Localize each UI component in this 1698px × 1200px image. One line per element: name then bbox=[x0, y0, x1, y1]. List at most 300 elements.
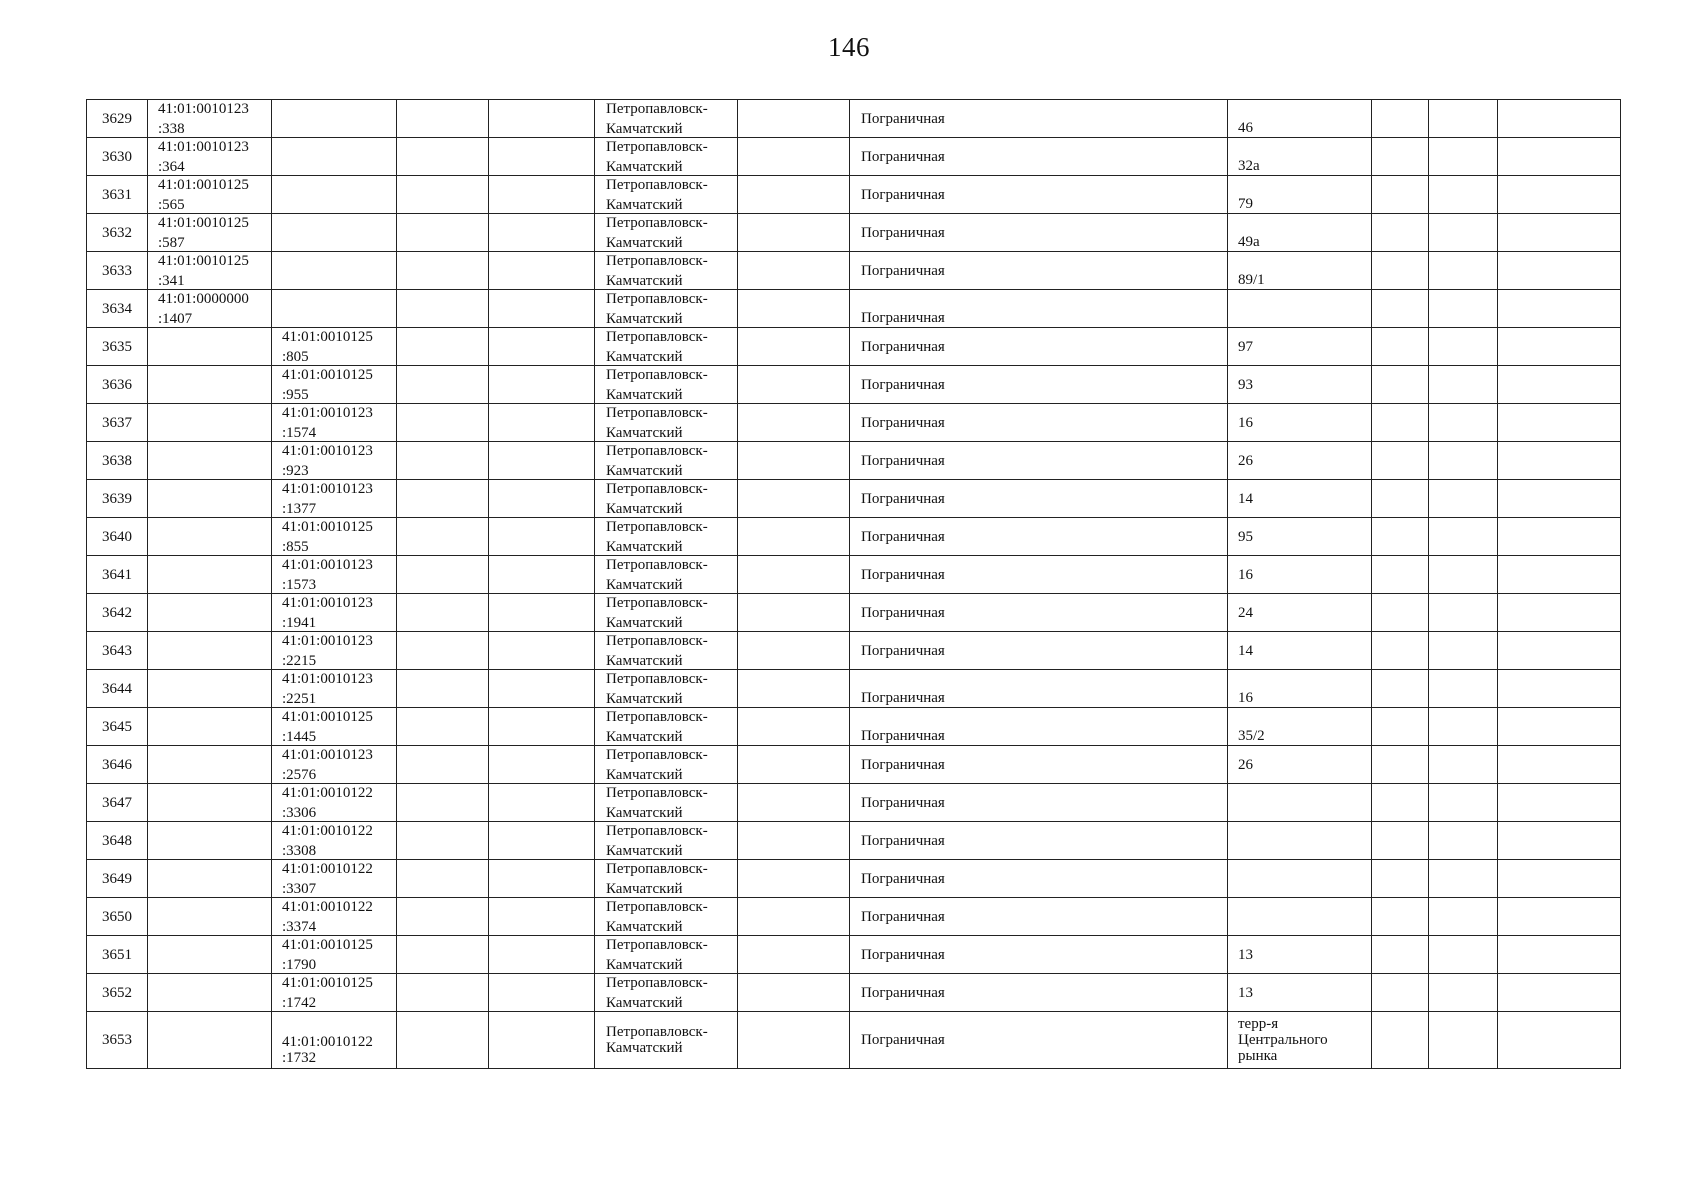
house-number: 13 bbox=[1238, 946, 1253, 963]
row-number-cell: 3648 bbox=[87, 822, 148, 860]
empty-cell bbox=[1498, 974, 1621, 1012]
cadastral-number-cell bbox=[148, 556, 272, 594]
empty-cell bbox=[1429, 556, 1498, 594]
cadastral-number-cell bbox=[272, 974, 397, 1012]
street-cell bbox=[850, 138, 1228, 176]
empty-cell bbox=[1429, 328, 1498, 366]
city-name-part: Камчатский bbox=[606, 424, 683, 441]
table-row bbox=[87, 632, 1621, 670]
cadastral-number-part: 41:01:0010123 bbox=[158, 100, 249, 117]
empty-cell bbox=[1372, 176, 1429, 214]
table-row bbox=[87, 214, 1621, 252]
city-name-part: Петропавловск- bbox=[606, 746, 708, 763]
city-name bbox=[606, 329, 737, 365]
table-row bbox=[87, 328, 1621, 366]
city-name-part: Камчатский bbox=[606, 462, 683, 479]
empty-cell bbox=[397, 518, 489, 556]
street-name: Пограничная bbox=[861, 727, 945, 744]
registry-table bbox=[86, 99, 1621, 1069]
empty-cell bbox=[489, 328, 595, 366]
empty-cell bbox=[489, 936, 595, 974]
row-number-cell: 3632 bbox=[87, 214, 148, 252]
house-number: 14 bbox=[1238, 490, 1253, 507]
city-cell bbox=[595, 670, 738, 708]
house-number: 35/2 bbox=[1238, 727, 1265, 744]
cadastral-number bbox=[282, 747, 396, 783]
city-cell bbox=[595, 138, 738, 176]
empty-cell bbox=[397, 1012, 489, 1069]
row-number-cell: 3651 bbox=[87, 936, 148, 974]
cadastral-number bbox=[158, 253, 271, 289]
cadastral-number-part: 41:01:0010125 bbox=[282, 328, 373, 345]
row-number-cell: 3646 bbox=[87, 746, 148, 784]
empty-cell bbox=[1498, 100, 1621, 138]
street-cell bbox=[850, 480, 1228, 518]
empty-cell bbox=[1429, 518, 1498, 556]
cadastral-number-cell bbox=[148, 1012, 272, 1069]
street-name: Пограничная bbox=[861, 376, 945, 393]
city-cell bbox=[595, 860, 738, 898]
cadastral-number bbox=[282, 595, 396, 631]
empty-cell bbox=[1429, 632, 1498, 670]
empty-cell bbox=[1372, 214, 1429, 252]
empty-cell bbox=[397, 936, 489, 974]
cadastral-number-cell bbox=[148, 328, 272, 366]
city-name-part: Петропавловск- bbox=[606, 100, 708, 117]
city-name bbox=[606, 557, 737, 593]
cadastral-number-part: 41:01:0010125 bbox=[158, 214, 249, 231]
city-name-part: Петропавловск- bbox=[606, 290, 708, 307]
city-cell bbox=[595, 252, 738, 290]
city-name-part: Петропавловск- bbox=[606, 708, 708, 725]
empty-cell bbox=[1429, 404, 1498, 442]
cadastral-number-part: 41:01:0000000 bbox=[158, 290, 249, 307]
empty-cell bbox=[1429, 442, 1498, 480]
cadastral-number-cell bbox=[148, 898, 272, 936]
empty-cell bbox=[489, 366, 595, 404]
row-number-cell: 3653 bbox=[87, 1012, 148, 1069]
city-cell bbox=[595, 632, 738, 670]
empty-cell bbox=[738, 860, 850, 898]
table-row bbox=[87, 366, 1621, 404]
table-row bbox=[87, 708, 1621, 746]
table-row bbox=[87, 480, 1621, 518]
empty-cell bbox=[397, 290, 489, 328]
empty-cell bbox=[1372, 974, 1429, 1012]
empty-cell bbox=[397, 594, 489, 632]
house-number: 24 bbox=[1238, 604, 1253, 621]
city-name-part: Петропавловск- bbox=[606, 404, 708, 421]
cadastral-number bbox=[282, 481, 396, 517]
city-name-part: Камчатский bbox=[606, 614, 683, 631]
empty-cell bbox=[489, 556, 595, 594]
empty-cell bbox=[489, 746, 595, 784]
empty-cell bbox=[489, 974, 595, 1012]
street-cell bbox=[850, 594, 1228, 632]
empty-cell bbox=[489, 518, 595, 556]
street-cell bbox=[850, 100, 1228, 138]
cadastral-number-cell bbox=[272, 670, 397, 708]
cadastral-number-cell bbox=[148, 708, 272, 746]
city-name-part: Петропавловск- bbox=[606, 176, 708, 193]
empty-cell bbox=[1498, 366, 1621, 404]
empty-cell bbox=[397, 670, 489, 708]
house-cell bbox=[1228, 974, 1372, 1012]
street-cell bbox=[850, 746, 1228, 784]
street-cell bbox=[850, 252, 1228, 290]
city-cell bbox=[595, 746, 738, 784]
empty-cell bbox=[1429, 480, 1498, 518]
street-cell bbox=[850, 974, 1228, 1012]
empty-cell bbox=[489, 1012, 595, 1069]
city-name-part: Петропавловск- bbox=[606, 1024, 708, 1040]
table-row bbox=[87, 518, 1621, 556]
city-name bbox=[606, 709, 737, 745]
cadastral-number-cell bbox=[148, 100, 272, 138]
table-row bbox=[87, 822, 1621, 860]
house-number: 16 bbox=[1238, 566, 1253, 583]
empty-cell bbox=[738, 138, 850, 176]
cadastral-number-part: :2576 bbox=[282, 766, 317, 783]
table-row bbox=[87, 290, 1621, 328]
street-cell bbox=[850, 214, 1228, 252]
house-number: 89/1 bbox=[1238, 271, 1265, 288]
house-cell bbox=[1228, 442, 1372, 480]
cadastral-number bbox=[158, 177, 271, 213]
empty-cell bbox=[1498, 898, 1621, 936]
street-cell bbox=[850, 898, 1228, 936]
city-name-part: Камчатский bbox=[606, 348, 683, 365]
empty-cell bbox=[738, 480, 850, 518]
city-name bbox=[606, 861, 737, 897]
house-number: 13 bbox=[1238, 984, 1253, 1001]
street-name: Пограничная bbox=[861, 689, 945, 706]
empty-cell bbox=[1372, 594, 1429, 632]
cadastral-number bbox=[282, 671, 396, 707]
house-cell bbox=[1228, 1012, 1372, 1069]
house-number: 26 bbox=[1238, 756, 1253, 773]
cadastral-number-part: 41:01:0010125 bbox=[282, 366, 373, 383]
city-name-part: Камчатский bbox=[606, 652, 683, 669]
house-cell bbox=[1228, 936, 1372, 974]
house-cell bbox=[1228, 556, 1372, 594]
city-name-part: Петропавловск- bbox=[606, 518, 708, 535]
cadastral-number-part: :855 bbox=[282, 538, 309, 555]
street-name: Пограничная bbox=[861, 870, 945, 887]
cadastral-number-cell bbox=[272, 480, 397, 518]
table-row bbox=[87, 974, 1621, 1012]
row-number-cell: 3642 bbox=[87, 594, 148, 632]
street-cell bbox=[850, 822, 1228, 860]
empty-cell bbox=[738, 594, 850, 632]
row-number-cell: 3635 bbox=[87, 328, 148, 366]
street-cell bbox=[850, 518, 1228, 556]
city-name bbox=[606, 595, 737, 631]
city-name-part: Петропавловск- bbox=[606, 556, 708, 573]
cadastral-number-part: 41:01:0010125 bbox=[282, 708, 373, 725]
cadastral-number bbox=[282, 975, 396, 1011]
cadastral-number-cell bbox=[148, 632, 272, 670]
table-row bbox=[87, 784, 1621, 822]
empty-cell bbox=[738, 518, 850, 556]
city-name-part: Петропавловск- bbox=[606, 670, 708, 687]
house-cell bbox=[1228, 138, 1372, 176]
street-cell bbox=[850, 556, 1228, 594]
table-row bbox=[87, 556, 1621, 594]
cadastral-number-cell bbox=[148, 176, 272, 214]
cadastral-number bbox=[282, 329, 396, 365]
empty-cell bbox=[489, 252, 595, 290]
street-cell bbox=[850, 670, 1228, 708]
empty-cell bbox=[1372, 860, 1429, 898]
empty-cell bbox=[1429, 138, 1498, 176]
cadastral-number-cell bbox=[148, 138, 272, 176]
cadastral-number-part: :1407 bbox=[158, 310, 193, 327]
empty-cell bbox=[738, 822, 850, 860]
city-name-part: Камчатский bbox=[606, 310, 683, 327]
city-name-part: Петропавловск- bbox=[606, 328, 708, 345]
empty-cell bbox=[1429, 252, 1498, 290]
cadastral-number-cell bbox=[272, 860, 397, 898]
empty-cell bbox=[1498, 214, 1621, 252]
street-name: Пограничная bbox=[861, 908, 945, 925]
empty-cell bbox=[1498, 784, 1621, 822]
house-cell bbox=[1228, 822, 1372, 860]
street-name: Пограничная bbox=[861, 338, 945, 355]
house-number: 95 bbox=[1238, 528, 1253, 545]
empty-cell bbox=[397, 480, 489, 518]
cadastral-number-cell bbox=[272, 898, 397, 936]
empty-cell bbox=[738, 556, 850, 594]
cadastral-number-part: 41:01:0010123 bbox=[158, 138, 249, 155]
cadastral-number-part: :1790 bbox=[282, 956, 317, 973]
cadastral-number-cell bbox=[148, 252, 272, 290]
city-name-part: Петропавловск- bbox=[606, 936, 708, 953]
cadastral-number-part: :341 bbox=[158, 272, 185, 289]
house-cell bbox=[1228, 708, 1372, 746]
empty-cell bbox=[397, 822, 489, 860]
city-name-part: Камчатский bbox=[606, 766, 683, 783]
city-name bbox=[606, 747, 737, 783]
city-name-part: Камчатский bbox=[606, 994, 683, 1011]
cadastral-number-part: :3307 bbox=[282, 880, 317, 897]
empty-cell bbox=[1429, 860, 1498, 898]
cadastral-number bbox=[282, 405, 396, 441]
cadastral-number bbox=[282, 899, 396, 935]
cadastral-number bbox=[282, 519, 396, 555]
street-name: Пограничная bbox=[861, 946, 945, 963]
empty-cell bbox=[1498, 480, 1621, 518]
cadastral-number bbox=[282, 367, 396, 403]
cadastral-number-part: 41:01:0010123 bbox=[282, 746, 373, 763]
city-name-part: Камчатский bbox=[606, 690, 683, 707]
city-name-part: Камчатский bbox=[606, 804, 683, 821]
empty-cell bbox=[397, 974, 489, 1012]
cadastral-number-part: 41:01:0010122 bbox=[282, 784, 373, 801]
cadastral-number-cell bbox=[272, 404, 397, 442]
house-cell bbox=[1228, 290, 1372, 328]
cadastral-number-cell bbox=[148, 480, 272, 518]
empty-cell bbox=[1498, 1012, 1621, 1069]
house-cell bbox=[1228, 100, 1372, 138]
cadastral-number-cell bbox=[272, 784, 397, 822]
empty-cell bbox=[397, 138, 489, 176]
city-cell bbox=[595, 404, 738, 442]
empty-cell bbox=[489, 860, 595, 898]
cadastral-number-cell bbox=[148, 822, 272, 860]
city-cell bbox=[595, 214, 738, 252]
table-row bbox=[87, 936, 1621, 974]
street-cell bbox=[850, 1012, 1228, 1069]
empty-cell bbox=[738, 252, 850, 290]
street-name: Пограничная bbox=[861, 490, 945, 507]
empty-cell bbox=[1498, 746, 1621, 784]
street-name: Пограничная bbox=[861, 148, 945, 165]
street-name: Пограничная bbox=[861, 528, 945, 545]
street-name: Пограничная bbox=[861, 452, 945, 469]
empty-cell bbox=[489, 442, 595, 480]
city-name bbox=[606, 1013, 737, 1067]
city-name-part: Камчатский bbox=[606, 386, 683, 403]
city-cell bbox=[595, 974, 738, 1012]
city-name-part: Петропавловск- bbox=[606, 784, 708, 801]
cadastral-number-cell bbox=[148, 860, 272, 898]
empty-cell bbox=[738, 1012, 850, 1069]
cadastral-number-part: :3374 bbox=[282, 918, 317, 935]
cadastral-number-cell bbox=[148, 366, 272, 404]
empty-cell bbox=[1429, 176, 1498, 214]
cadastral-number-part: :2215 bbox=[282, 652, 317, 669]
row-number-cell: 3638 bbox=[87, 442, 148, 480]
empty-cell bbox=[738, 708, 850, 746]
row-number-cell: 3643 bbox=[87, 632, 148, 670]
city-name-part: Петропавловск- bbox=[606, 214, 708, 231]
empty-cell bbox=[397, 708, 489, 746]
empty-cell bbox=[738, 290, 850, 328]
table-row bbox=[87, 176, 1621, 214]
city-name bbox=[606, 405, 737, 441]
cadastral-number-part: :1445 bbox=[282, 728, 317, 745]
street-cell bbox=[850, 708, 1228, 746]
empty-cell bbox=[738, 632, 850, 670]
empty-cell bbox=[738, 974, 850, 1012]
cadastral-number-cell bbox=[272, 518, 397, 556]
house-number: 16 bbox=[1238, 414, 1253, 431]
city-cell bbox=[595, 822, 738, 860]
cadastral-number-part: :364 bbox=[158, 158, 185, 175]
cadastral-number-part: 41:01:0010125 bbox=[282, 936, 373, 953]
street-cell bbox=[850, 176, 1228, 214]
empty-cell bbox=[489, 632, 595, 670]
city-cell bbox=[595, 708, 738, 746]
empty-cell bbox=[1498, 632, 1621, 670]
cadastral-number bbox=[158, 139, 271, 175]
empty-cell bbox=[1498, 328, 1621, 366]
cadastral-number-part: :1573 bbox=[282, 576, 317, 593]
cadastral-number bbox=[158, 215, 271, 251]
house-number: 49а bbox=[1238, 233, 1260, 250]
empty-cell bbox=[489, 822, 595, 860]
cadastral-number-part: 41:01:0010123 bbox=[282, 556, 373, 573]
row-number-cell: 3644 bbox=[87, 670, 148, 708]
cadastral-number-cell bbox=[272, 746, 397, 784]
city-cell bbox=[595, 366, 738, 404]
street-name: Пограничная bbox=[861, 186, 945, 203]
city-name bbox=[606, 443, 737, 479]
street-name: Пограничная bbox=[861, 642, 945, 659]
house-number: 97 bbox=[1238, 338, 1253, 355]
empty-cell bbox=[1372, 328, 1429, 366]
city-name bbox=[606, 481, 737, 517]
house-cell bbox=[1228, 860, 1372, 898]
city-name bbox=[606, 101, 737, 137]
city-name bbox=[606, 291, 737, 327]
empty-cell bbox=[738, 366, 850, 404]
street-cell bbox=[850, 404, 1228, 442]
street-name: Пограничная bbox=[861, 110, 945, 127]
page-number: 146 bbox=[828, 32, 870, 62]
cadastral-number-cell bbox=[272, 252, 397, 290]
cadastral-number bbox=[282, 633, 396, 669]
street-name: Пограничная bbox=[861, 566, 945, 583]
registry-table-body bbox=[87, 100, 1621, 1069]
city-name-part: Камчатский bbox=[606, 728, 683, 745]
cadastral-number-cell bbox=[148, 442, 272, 480]
empty-cell bbox=[1372, 898, 1429, 936]
cadastral-number-part: :1574 bbox=[282, 424, 317, 441]
city-cell bbox=[595, 556, 738, 594]
empty-cell bbox=[397, 176, 489, 214]
empty-cell bbox=[1372, 366, 1429, 404]
empty-cell bbox=[489, 214, 595, 252]
city-name-part: Камчатский bbox=[606, 880, 683, 897]
empty-cell bbox=[1429, 784, 1498, 822]
empty-cell bbox=[1429, 100, 1498, 138]
house-cell bbox=[1228, 252, 1372, 290]
city-name bbox=[606, 367, 737, 403]
empty-cell bbox=[489, 176, 595, 214]
city-name bbox=[606, 823, 737, 859]
cadastral-number-cell bbox=[272, 632, 397, 670]
empty-cell bbox=[1372, 518, 1429, 556]
cadastral-number-cell bbox=[272, 100, 397, 138]
city-name-part: Петропавловск- bbox=[606, 252, 708, 269]
street-cell bbox=[850, 632, 1228, 670]
cadastral-number-cell bbox=[272, 708, 397, 746]
house-number: 93 bbox=[1238, 376, 1253, 393]
city-name-part: Петропавловск- bbox=[606, 480, 708, 497]
cadastral-number-part: :2251 bbox=[282, 690, 317, 707]
empty-cell bbox=[489, 594, 595, 632]
city-cell bbox=[595, 176, 738, 214]
house-cell bbox=[1228, 784, 1372, 822]
cadastral-number-part: 41:01:0010123 bbox=[282, 632, 373, 649]
house-cell bbox=[1228, 366, 1372, 404]
cadastral-number bbox=[158, 101, 271, 137]
house-cell bbox=[1228, 480, 1372, 518]
cadastral-number-part: 41:01:0010123 bbox=[282, 442, 373, 459]
empty-cell bbox=[397, 366, 489, 404]
city-cell bbox=[595, 442, 738, 480]
city-name bbox=[606, 139, 737, 175]
cadastral-number-cell bbox=[148, 214, 272, 252]
empty-cell bbox=[1429, 936, 1498, 974]
house-cell bbox=[1228, 176, 1372, 214]
table-row bbox=[87, 746, 1621, 784]
empty-cell bbox=[489, 404, 595, 442]
cadastral-number-part: :1742 bbox=[282, 994, 317, 1011]
empty-cell bbox=[397, 442, 489, 480]
